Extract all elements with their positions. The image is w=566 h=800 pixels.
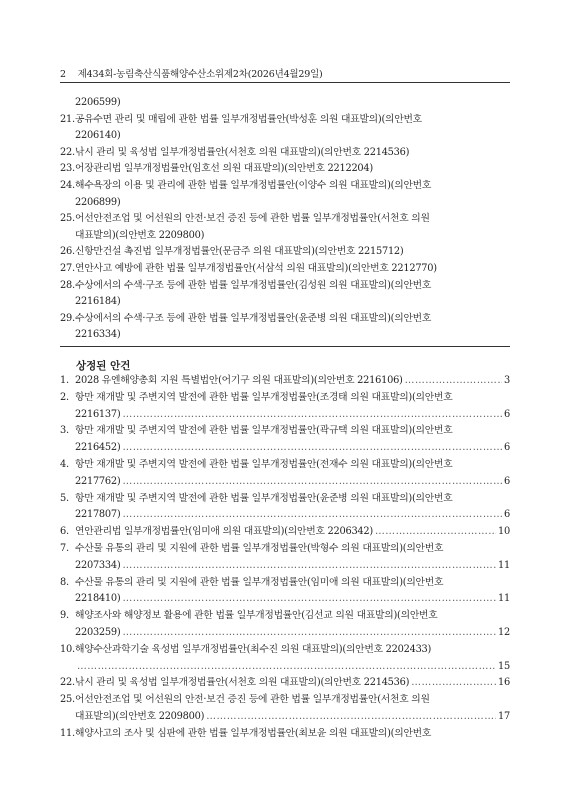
agenda-line xyxy=(60,675,510,692)
bill-number: 22. xyxy=(60,146,75,158)
agenda-number xyxy=(60,407,75,424)
bill-text: 낚시 관리 및 육성법 일부개정법률안(서천호 의원 대표발의)(의안번호 2214536) xyxy=(75,146,410,158)
agenda-line xyxy=(60,423,510,440)
agenda-line xyxy=(60,541,510,558)
dot-leader xyxy=(77,659,496,676)
agenda-item xyxy=(60,524,510,541)
agenda-line xyxy=(60,457,510,474)
agenda-line xyxy=(60,709,510,726)
bill-number: 23. xyxy=(60,163,75,175)
bill-item xyxy=(60,211,510,244)
agenda-number xyxy=(60,591,75,608)
bill-line xyxy=(60,112,510,129)
dot-leader xyxy=(122,591,496,608)
agenda-number: 1. xyxy=(60,375,69,386)
agenda-line xyxy=(60,390,510,407)
bill-text: 연안사고 예방에 관한 법률 일부개정법률안(서삼석 의원 대표발의)(의안번호 2212770) xyxy=(75,262,437,274)
bill-number: 29. xyxy=(60,312,75,324)
agenda-item xyxy=(60,541,510,575)
bill-text: 대표발의)(의안번호 2209800) xyxy=(75,229,205,241)
agenda-text: 낚시 관리 및 육성법 일부개정법률안(서천호 의원 대표발의)(의안번호 2214536) xyxy=(75,677,410,689)
agenda-line xyxy=(60,507,510,524)
dot-leader xyxy=(122,474,502,491)
agenda-number xyxy=(60,474,75,491)
agenda-text: 해양조사와 해양정보 활용에 관한 법률 일부개정법률안(김선교 의원 대표발의)(의안번호 xyxy=(75,610,438,622)
agenda-line xyxy=(60,692,510,709)
agenda-number: 11. xyxy=(60,727,75,739)
dot-leader xyxy=(122,407,502,424)
header-rule xyxy=(60,82,510,83)
agenda-page-number: 16 xyxy=(498,677,510,689)
bill-line xyxy=(60,327,510,344)
agenda-item xyxy=(60,373,510,390)
agenda-line xyxy=(60,659,510,676)
agenda-text: 수산물 유통의 관리 및 지원에 관한 법률 일부개정법률안(임미애 의원 대표발의)(의안번호 xyxy=(75,576,444,588)
bill-text: 공유수면 관리 및 매립에 관한 법률 일부개정법률안(박성훈 의원 대표발의)(의안번호 xyxy=(75,113,422,125)
agenda-text: 어선안전조업 및 어선원의 안전·보건 증진 등에 관한 법률 일부개정법률안(서천호 의원 xyxy=(75,694,430,706)
bill-item xyxy=(60,278,510,311)
bill-line xyxy=(60,311,510,328)
agenda-text: 대표발의)(의안번호 2209800) xyxy=(75,710,205,722)
agenda-item xyxy=(60,491,510,525)
agenda-number: 4. xyxy=(60,458,69,470)
agenda-line xyxy=(60,642,510,659)
agenda-text: 해양수산과학기술 육성법 일부개정법률안(최수진 의원 대표발의)(의안번호 2202433) xyxy=(75,643,432,655)
agenda-page-number: 12 xyxy=(498,626,510,638)
bill-text: 수상에서의 수색·구조 등에 관한 법률 일부개정법률안(윤준병 의원 대표발의)(의안번호 xyxy=(75,312,432,324)
bill-number xyxy=(60,128,75,145)
bill-line xyxy=(60,178,510,195)
agenda-page-number: 11 xyxy=(498,593,510,605)
agenda-number xyxy=(60,440,75,457)
agenda-number xyxy=(60,709,75,726)
bill-line xyxy=(60,228,510,245)
agenda-item xyxy=(60,675,510,692)
dot-leader xyxy=(122,440,502,457)
section-divider xyxy=(60,346,510,347)
bill-list xyxy=(60,95,510,344)
agenda-number: 9. xyxy=(60,610,69,622)
bill-line xyxy=(60,244,510,261)
session-title: 제434회-농림축산식품해양수산소위제2차(2026년4월29일) xyxy=(77,69,323,80)
bill-number xyxy=(60,327,75,344)
agenda-line xyxy=(60,407,510,424)
dot-leader xyxy=(122,558,496,575)
bill-number xyxy=(60,195,75,212)
agenda-item xyxy=(60,423,510,457)
agenda-page-number: 11 xyxy=(498,559,510,571)
bill-number: 21. xyxy=(60,113,75,125)
agenda-number: 2. xyxy=(60,391,69,403)
bill-number: 26. xyxy=(60,246,75,258)
agenda-line xyxy=(60,558,510,575)
bill-line xyxy=(60,161,510,178)
agenda-number xyxy=(60,558,75,575)
agenda-line xyxy=(60,608,510,625)
agenda-number xyxy=(60,625,75,642)
agenda-page-number: 6 xyxy=(504,408,510,420)
bill-item xyxy=(60,261,510,278)
bill-line xyxy=(60,294,510,311)
bill-text: 수상에서의 수색·구조 등에 관한 법률 일부개정법률안(김성원 의원 대표발의)(의안번호 xyxy=(75,279,432,291)
bill-text: 해수욕장의 이용 및 관리에 관한 법률 일부개정법률안(이양수 의원 대표발의)(의안번호 xyxy=(75,179,432,191)
bill-text: 2206899) xyxy=(75,196,121,208)
agenda-text: 2217807) xyxy=(75,509,121,521)
agenda-page-number: 10 xyxy=(498,526,510,538)
agenda-item xyxy=(60,692,510,726)
agenda-number xyxy=(60,659,75,676)
bill-text: 2216184) xyxy=(75,296,121,308)
agenda-line xyxy=(60,474,510,491)
agenda-number xyxy=(60,507,75,524)
agenda-number: 22. xyxy=(60,677,75,689)
agenda-text: 항만 재개발 및 주변지역 발전에 관한 법률 일부개정법률안(윤준병 의원 대표발의)(의안번호 xyxy=(75,492,453,504)
agenda-page-number: 15 xyxy=(498,660,510,672)
bill-line xyxy=(60,261,510,278)
agenda-text: 항만 재개발 및 주변지역 발전에 관한 법률 일부개정법률안(조경태 의원 대표발의)(의안번호 xyxy=(75,391,453,403)
bill-number: 24. xyxy=(60,179,75,191)
dot-leader xyxy=(122,507,502,524)
agenda-page-number: 6 xyxy=(504,509,510,521)
agenda-item xyxy=(60,575,510,609)
agenda-number: 6. xyxy=(60,526,69,538)
dot-leader xyxy=(405,373,502,390)
agenda-line xyxy=(60,575,510,592)
bill-text: 어선안전조업 및 어선원의 안전·보건 증진 등에 관한 법률 일부개정법률안(서천호 의원 xyxy=(75,213,430,225)
agenda-page-number: 6 xyxy=(504,475,510,487)
dot-leader xyxy=(375,524,496,541)
agenda-line xyxy=(60,625,510,642)
agenda-text: 2028 유엔해양총회 지원 특별법안(어기구 의원 대표발의)(의안번호 2216106) xyxy=(75,375,403,386)
bill-line xyxy=(60,128,510,145)
bill-item xyxy=(60,311,510,344)
agenda-text: 2216452) xyxy=(75,442,121,454)
bill-line xyxy=(60,95,510,112)
agenda-text: 연안관리법 일부개정법률안(임미애 의원 대표발의)(의안번호 2206342) xyxy=(75,526,373,538)
bill-line xyxy=(60,211,510,228)
bill-text: 2206140) xyxy=(75,130,121,142)
bill-text: 신항만건설 촉진법 일부개정법률안(문금주 의원 대표발의)(의안번호 2215712) xyxy=(75,246,404,258)
bill-item xyxy=(60,112,510,145)
agenda-list xyxy=(60,373,510,743)
bill-item xyxy=(60,161,510,178)
agenda-text: 항만 재개발 및 주변지역 발전에 관한 법률 일부개정법률안(전재수 의원 대표발의)(의안번호 xyxy=(75,458,453,470)
agenda-page-number: 3 xyxy=(504,375,510,386)
agenda-line xyxy=(60,491,510,508)
bill-number: 27. xyxy=(60,262,75,274)
dot-leader xyxy=(411,675,496,692)
bill-item xyxy=(60,178,510,211)
agenda-page-number: 17 xyxy=(498,710,510,722)
bill-text: 어장관리법 일부개정법률안(임호선 의원 대표발의)(의안번호 2212204) xyxy=(75,163,373,175)
agenda-line xyxy=(60,726,510,743)
bill-line xyxy=(60,278,510,295)
agenda-item xyxy=(60,390,510,424)
agenda-text: 수산물 유통의 관리 및 지원에 관한 법률 일부개정법률안(박형수 의원 대표발의)(의안번호 xyxy=(75,542,444,554)
agenda-line xyxy=(60,373,510,390)
bill-text: 2216334) xyxy=(75,329,121,341)
agenda-text: 2216137) xyxy=(75,408,121,420)
agenda-text: 항만 재개발 및 주변지역 발전에 관한 법률 일부개정법률안(곽규택 의원 대표발의)(의안번호 xyxy=(75,425,453,437)
agenda-line xyxy=(60,591,510,608)
agenda-text: 해양사고의 조사 및 심판에 관한 법률 일부개정법률안(최보윤 의원 대표발의)(의안번호 xyxy=(75,727,432,739)
agenda-text: 2203259) xyxy=(75,626,121,638)
agenda-item xyxy=(60,726,510,743)
page-header xyxy=(60,66,323,80)
agenda-text: 2218410) xyxy=(75,593,121,605)
agenda-line xyxy=(60,524,510,541)
bill-number xyxy=(60,294,75,311)
page-number: 2 xyxy=(60,69,66,80)
agenda-number: 25. xyxy=(60,694,75,706)
dot-leader xyxy=(122,625,496,642)
agenda-number: 5. xyxy=(60,492,69,504)
bill-item xyxy=(60,95,510,112)
bill-line xyxy=(60,195,510,212)
agenda-number: 3. xyxy=(60,425,69,437)
dot-leader xyxy=(206,709,496,726)
agenda-number: 7. xyxy=(60,542,69,554)
agenda-text: 2217762) xyxy=(75,475,121,487)
agenda-item xyxy=(60,457,510,491)
bill-number xyxy=(60,95,75,112)
bill-number: 28. xyxy=(60,279,75,291)
agenda-item xyxy=(60,642,510,676)
bill-number xyxy=(60,228,75,245)
bill-text: 2206599) xyxy=(75,97,121,108)
bill-line xyxy=(60,145,510,162)
agenda-line xyxy=(60,440,510,457)
agenda-item xyxy=(60,608,510,642)
agenda-number: 10. xyxy=(60,643,75,655)
agenda-text: 2207334) xyxy=(75,559,121,571)
bill-number: 25. xyxy=(60,213,75,225)
agenda-number: 8. xyxy=(60,576,69,588)
section-title: 상정된 안건 xyxy=(76,360,131,372)
bill-item xyxy=(60,145,510,162)
bill-item xyxy=(60,244,510,261)
agenda-page-number: 6 xyxy=(504,442,510,454)
